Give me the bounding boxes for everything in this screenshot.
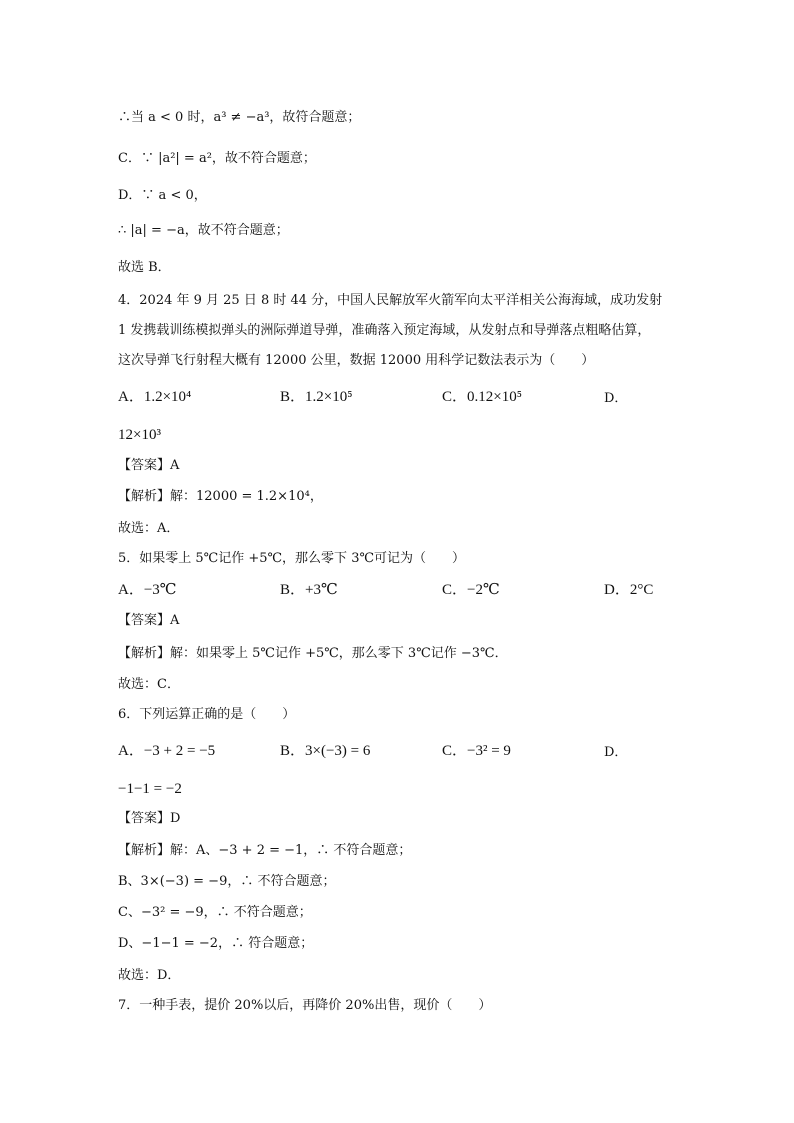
q6-option-c: C．−3² = 9 <box>442 743 511 759</box>
q4-analysis: 【解析】解：12000 = 1.2×10⁴， <box>118 489 323 504</box>
solution-line-1: ∴当 a < 0 时，a³ ≠ −a³，故符合题意； <box>118 110 361 125</box>
q4-option-b: B．1.2×10⁵ <box>280 389 353 405</box>
q6-option-a: A．−3 + 2 = −5 <box>118 743 216 759</box>
q6-stem: 6．下列运算正确的是（ ） <box>118 707 296 722</box>
q5-option-a: A．−3℃ <box>118 582 177 598</box>
q6-choose: 故选：D． <box>118 968 181 983</box>
solution-line-3: D．∵ a < 0， <box>118 188 207 203</box>
q5-option-c: C．−2℃ <box>442 582 500 598</box>
q7-stem: 7．一种手表，提价 20%以后，再降价 20%出售，现价（ ） <box>118 998 492 1013</box>
q4-option-d-label: D． <box>604 391 628 406</box>
q4-stem-line-2: 1 发携载训练模拟弹头的洲际弹道导弹，准确落入预定海域，从发射点和导弹落点粗略估算， <box>118 323 651 338</box>
q5-analysis: 【解析】解：如果零上 5℃记作 +5℃，那么零下 3℃记作 −3℃． <box>118 646 508 661</box>
q6-analysis-d: D、−1−1 = −2，∴ 符合题意； <box>118 936 314 951</box>
q6-option-d-value: −1−1 = −2 <box>118 781 182 797</box>
solution-line-2: C．∵ |a²| = a²，故不符合题意； <box>118 151 316 166</box>
q6-analysis-a: 【解析】解：A、−3 + 2 = −1，∴ 不符合题意； <box>118 843 412 858</box>
q4-choose: 故选：A． <box>118 521 180 536</box>
q5-option-d: D．2°C <box>604 582 654 598</box>
q4-stem-line-3: 这次导弹飞行射程大概有 12000 公里，数据 12000 用科学记数法表示为（ ） <box>118 353 595 368</box>
q5-option-b: B．+3℃ <box>280 582 338 598</box>
q4-stem-line-1: 4．2024 年 9 月 25 日 8 时 44 分，中国人民解放军火箭军向太平洋相关公海海域，成功发射 <box>118 293 663 308</box>
q6-answer: 【答案】D <box>118 811 181 826</box>
q6-analysis-b: B、3×(−3) = −9，∴ 不符合题意； <box>118 874 336 889</box>
q6-option-b: B．3×(−3) = 6 <box>280 743 371 759</box>
q5-choose: 故选：C． <box>118 677 180 692</box>
q4-option-c: C．0.12×10⁵ <box>442 389 522 405</box>
q4-option-a: A．1.2×10⁴ <box>118 389 192 405</box>
q4-answer: 【答案】A <box>118 458 180 473</box>
q6-analysis-c: C、−3² = −9，∴ 不符合题意； <box>118 905 312 920</box>
q5-stem: 5．如果零上 5℃记作 +5℃，那么零下 3℃可记为（ ） <box>118 551 466 566</box>
q6-option-d-label: D． <box>604 745 628 760</box>
solution-line-5: 故选 B． <box>118 260 171 275</box>
q4-option-d-value: 12×10³ <box>118 427 161 443</box>
solution-line-4: ∴ |a| = −a，故不符合题意； <box>118 223 289 238</box>
q5-answer: 【答案】A <box>118 613 180 628</box>
